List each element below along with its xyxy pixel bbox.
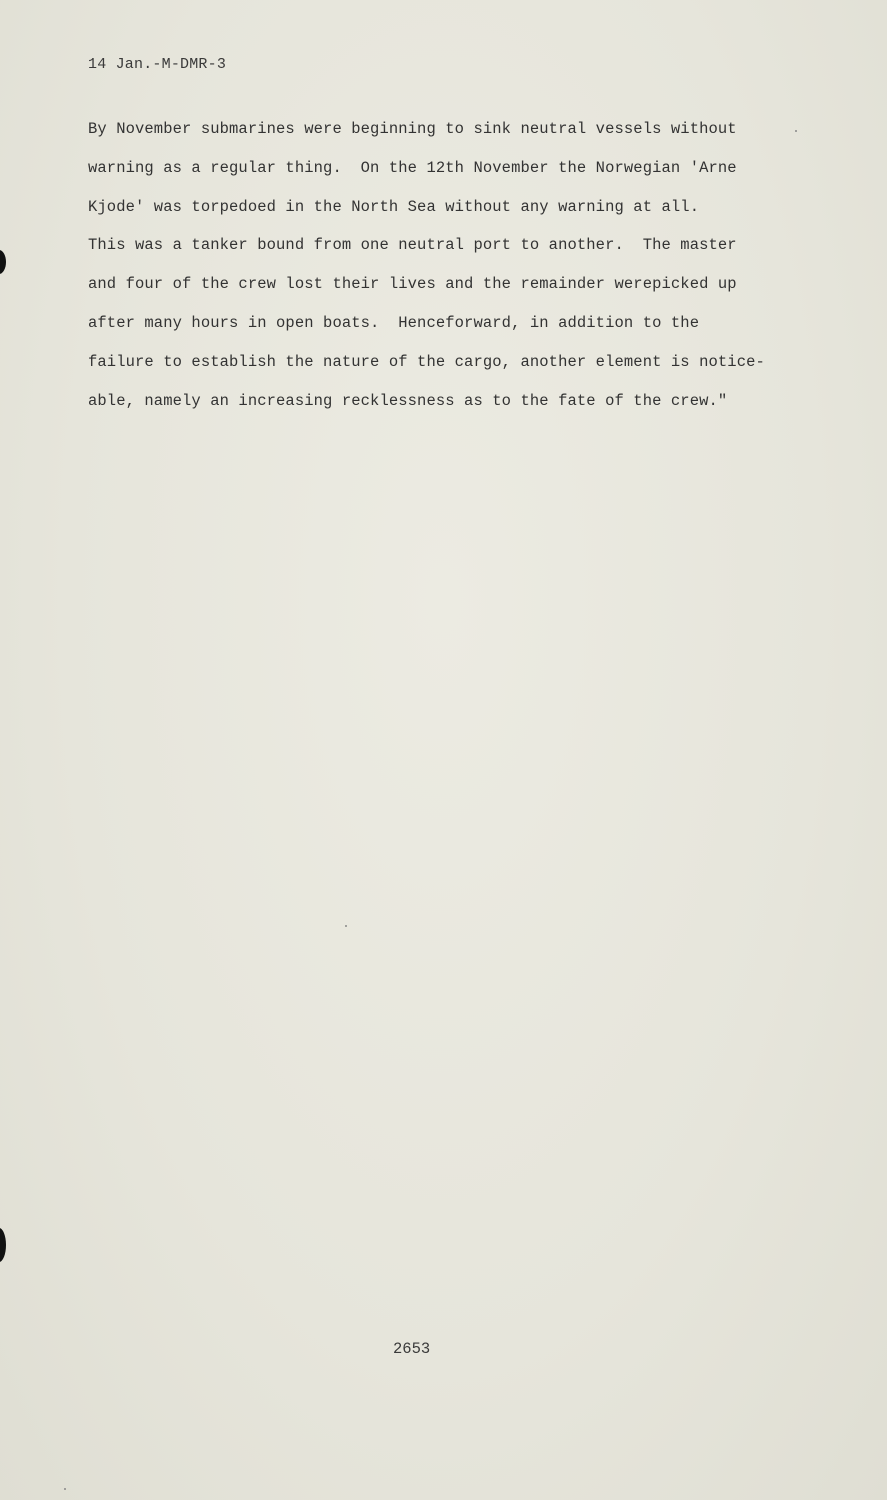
binding-hole: [0, 250, 6, 274]
page-number: 2653: [393, 1340, 431, 1358]
body-line: warning as a regular thing. On the 12th November the Norwegian 'Arne: [88, 158, 737, 177]
body-line: after many hours in open boats. Henceforward, in addition to the: [88, 313, 700, 332]
body-line: failure to establish the nature of the cargo, another element is notice-: [88, 352, 765, 371]
body-line: able, namely an increasing recklessness as to the fate of the crew.": [88, 391, 728, 410]
paper-speck: [64, 1488, 66, 1490]
body-line: Kjode' was torpedoed in the North Sea without any warning at all.: [88, 197, 700, 216]
document-body: [88, 116, 808, 426]
binding-hole: [0, 1228, 6, 1262]
body-line: By November submarines were beginning to sink neutral vessels without: [88, 120, 737, 138]
body-line: and four of the crew lost their lives and the remainder werepicked up: [88, 275, 737, 294]
body-line: This was a tanker bound from one neutral port to another. The master: [88, 236, 737, 255]
document-header: 14 Jan.-M-DMR-3: [88, 56, 227, 73]
paper-speck: [345, 925, 347, 927]
